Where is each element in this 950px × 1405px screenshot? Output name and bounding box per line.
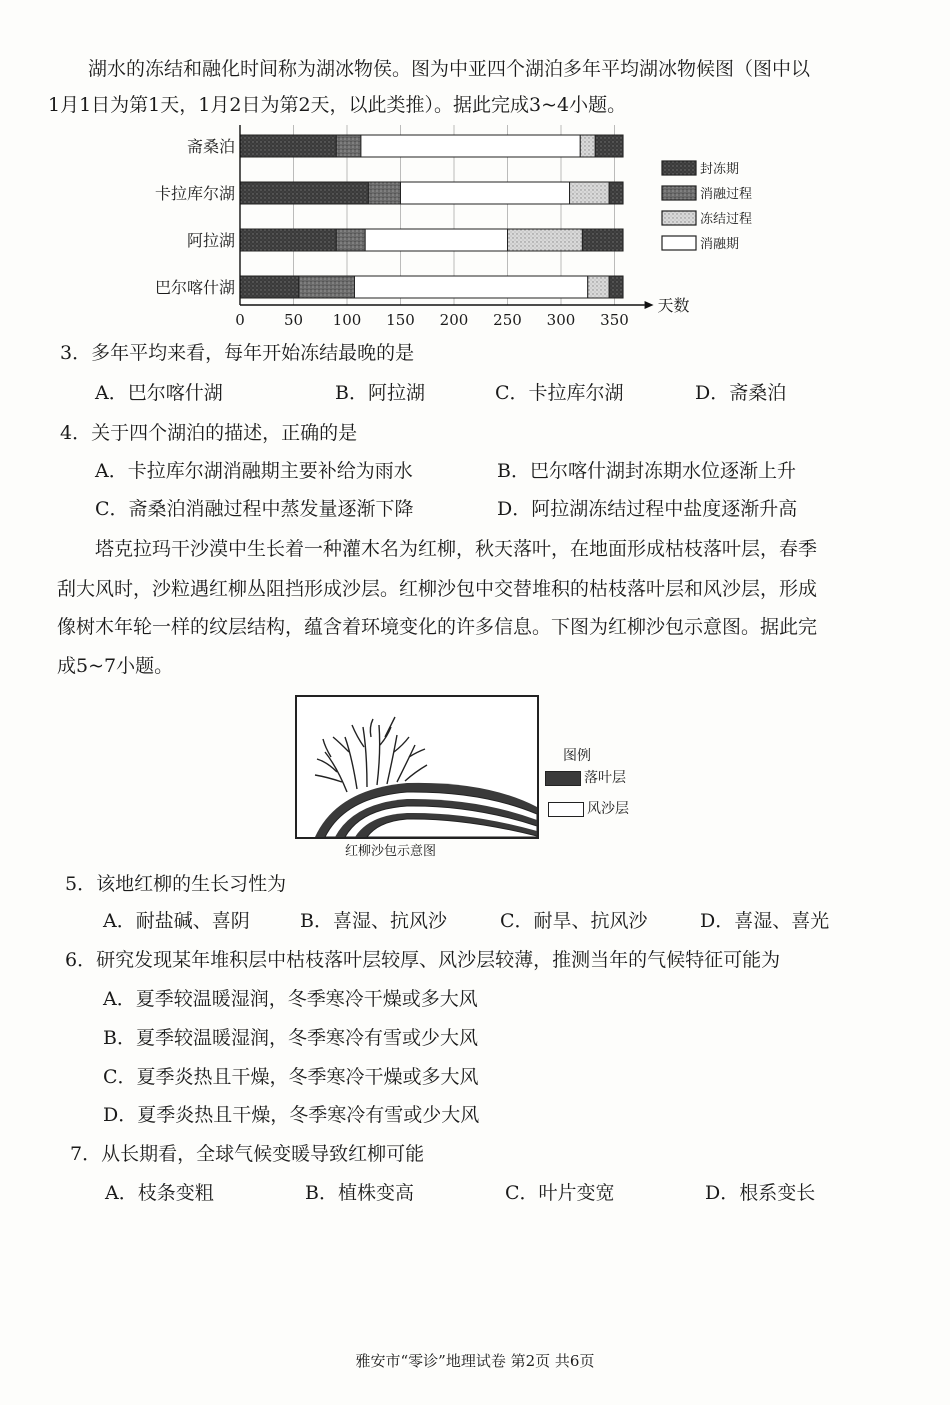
intro2-line4: 成5~7小题。: [57, 655, 174, 677]
lake-label: 阿拉湖: [186, 231, 235, 250]
legend-swatch-freezing: [662, 211, 696, 225]
q6-option-b[interactable]: B．夏季较温暖湿润，冬季寒冷有雪或少大风: [103, 1027, 478, 1049]
leaf-layer-swatch: [545, 771, 581, 786]
x-tick-label: 300: [546, 311, 576, 325]
bar-segment-melting: [336, 229, 365, 251]
legend-label-melting: 消融过程: [700, 187, 753, 202]
x-tick-label: 50: [283, 311, 304, 325]
legend-swatch-open: [662, 236, 696, 250]
intro2-line2: 刮大风时，沙粒遇红柳丛阻挡形成沙层。红柳沙包中交替堆积的枯枝落叶层和风沙层，形成: [57, 578, 818, 600]
legend-label-open: 消融期: [700, 237, 740, 252]
q4-option-b[interactable]: B．巴尔喀什湖封冻期水位逐渐上升: [497, 460, 796, 482]
bar-segment-freezing: [508, 229, 583, 251]
red-willow-shrub-icon: [315, 717, 427, 792]
q3-option-a[interactable]: A．巴尔喀什湖: [95, 382, 223, 404]
bar-segment-frozen: [595, 135, 623, 157]
q5-stem: 5．该地红柳的生长习性为: [65, 873, 287, 895]
bar-segment-open: [354, 276, 587, 298]
x-tick-label: 200: [439, 311, 469, 325]
page-footer: 雅安市“零诊”地理试卷 第2页 共6页: [355, 1352, 595, 1370]
bar-segment-frozen: [240, 229, 336, 251]
figure2-legend-sand-label: 风沙层: [587, 801, 629, 817]
q5-option-c[interactable]: C．耐旱、抗风沙: [500, 910, 648, 932]
figure2-caption: 红柳沙包示意图: [345, 844, 437, 859]
q3-stem: 3．多年平均来看，每年开始冻结最晚的是: [60, 342, 415, 364]
bar-segment-open: [361, 135, 580, 157]
intro1-line1: 湖水的冻结和融化时间称为湖冰物侯。图为中亚四个湖泊多年平均湖冰物候图（图中以: [88, 58, 811, 80]
bar-segment-frozen: [609, 276, 623, 298]
lake-label: 巴尔喀什湖: [154, 278, 235, 297]
legend-label-frozen: 封冻期: [700, 162, 740, 177]
dune-layers: [315, 783, 537, 837]
legend-swatch-frozen: [662, 161, 696, 175]
q7-option-d[interactable]: D．根系变长: [705, 1182, 816, 1204]
bar-segment-freezing: [580, 135, 595, 157]
q7-option-b[interactable]: B．植株变高: [305, 1182, 414, 1204]
bar-segment-freezing: [588, 276, 609, 298]
bar-segment-freezing: [570, 182, 610, 204]
q3-option-c[interactable]: C．卡拉库尔湖: [495, 382, 624, 404]
x-tick-label: 0: [235, 311, 245, 325]
bar-segment-frozen: [240, 135, 336, 157]
x-axis-label: 天数: [657, 296, 690, 315]
bar-segment-melting: [299, 276, 355, 298]
x-tick-label: 250: [493, 311, 522, 325]
x-tick-label: 350: [600, 311, 629, 325]
lake-ice-chart: [140, 125, 780, 325]
q6-option-d[interactable]: D．夏季炎热且干燥，冬季寒冷有雪或少大风: [103, 1104, 480, 1126]
q7-option-c[interactable]: C．叶片变宽: [505, 1182, 615, 1204]
bar-segment-open: [365, 229, 507, 251]
q4-option-d[interactable]: D．阿拉湖冻结过程中盐度逐渐升高: [497, 498, 798, 520]
bar-segment-melting: [336, 135, 361, 157]
legend-label-freezing: 冻结过程: [700, 212, 753, 227]
sand-dune-figure: [295, 695, 539, 839]
legend-swatch-melting: [662, 186, 696, 200]
sand-dune-drawing: [297, 697, 537, 837]
bar-segment-frozen: [240, 182, 368, 204]
figure2-legend-sand: [548, 798, 629, 818]
q7-stem: 7．从长期看，全球气候变暖导致红柳可能: [70, 1143, 425, 1165]
q5-option-b[interactable]: B．喜湿、抗风沙: [300, 910, 447, 932]
x-tick-label: 150: [386, 311, 415, 325]
bar-segment-open: [401, 182, 570, 204]
q4-option-a[interactable]: A．卡拉库尔湖消融期主要补给为雨水: [95, 460, 413, 482]
q6-stem: 6．研究发现某年堆积层中枯枝落叶层较厚、风沙层较薄，推测当年的气候特征可能为: [65, 949, 781, 971]
lake-label: 斋桑泊: [186, 137, 235, 156]
q4-stem: 4．关于四个湖泊的描述，正确的是: [60, 422, 358, 444]
q3-option-b[interactable]: B．阿拉湖: [335, 382, 425, 404]
bar-segment-melting: [368, 182, 400, 204]
figure2-legend-leaf: [545, 767, 626, 787]
q4-option-c[interactable]: C．斋桑泊消融过程中蒸发量逐渐下降: [95, 498, 414, 520]
x-tick-label: 100: [332, 311, 362, 325]
figure2-legend-leaf-label: 落叶层: [584, 770, 626, 786]
intro2-line3: 像树木年轮一样的纹层结构，蕴含着环境变化的许多信息。下图为红柳沙包示意图。据此完: [57, 616, 818, 638]
bar-segment-frozen: [609, 182, 623, 204]
q6-option-c[interactable]: C．夏季炎热且干燥，冬季寒冷干燥或多大风: [103, 1066, 479, 1088]
q5-option-a[interactable]: A．耐盐碱、喜阴: [103, 910, 250, 932]
intro1-line2: 1月1日为第1天，1月2日为第2天，以此类推）。据此完成3~4小题。: [48, 94, 627, 116]
bar-segment-frozen: [582, 229, 623, 251]
q3-option-d[interactable]: D．斋桑泊: [695, 382, 787, 404]
figure2-legend-title: 图例: [563, 748, 591, 764]
sand-layer-swatch: [548, 802, 584, 817]
lake-label: 卡拉库尔湖: [154, 184, 235, 203]
q6-option-a[interactable]: A．夏季较温暖湿润，冬季寒冷干燥或多大风: [103, 988, 478, 1010]
q5-option-d[interactable]: D．喜湿、喜光: [700, 910, 830, 932]
intro2-line1: 塔克拉玛干沙漠中生长着一种灌木名为红柳，秋天落叶，在地面形成枯枝落叶层，春季: [95, 538, 818, 560]
q7-option-a[interactable]: A．枝条变粗: [105, 1182, 214, 1204]
x-axis-arrow-icon: [645, 301, 654, 309]
bar-segment-frozen: [240, 276, 299, 298]
